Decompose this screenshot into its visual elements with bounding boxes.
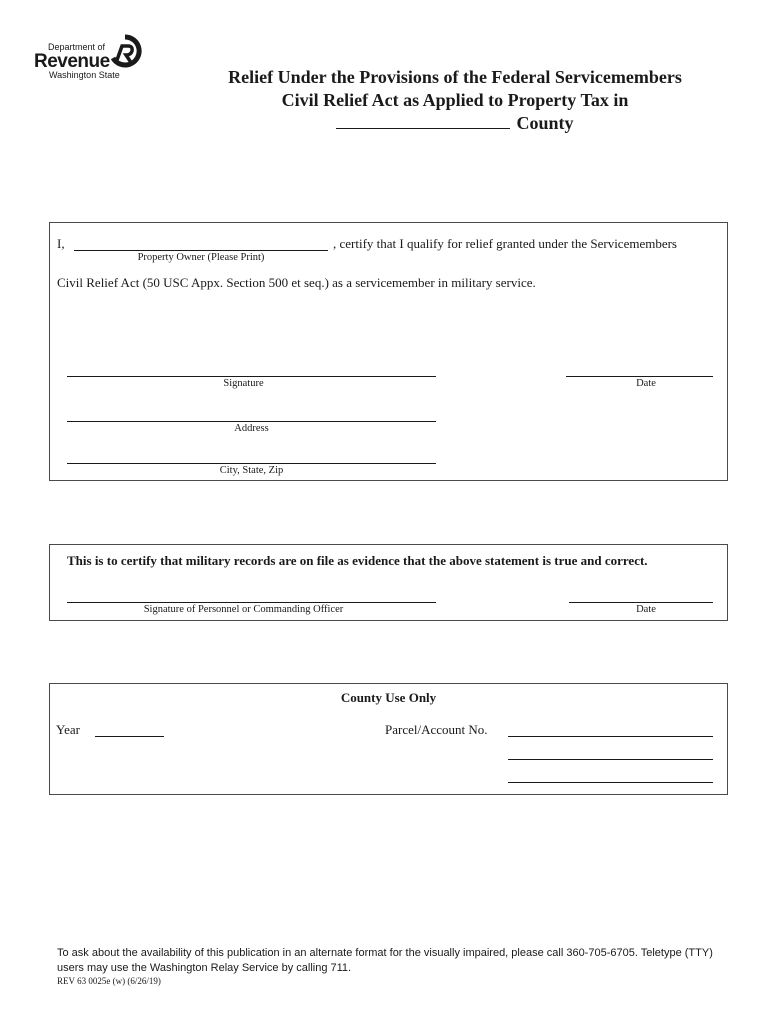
logo-state-text: Washington State	[49, 70, 120, 80]
military-statement: This is to certify that military records are on file as evidence that the above statement is true and correct.	[67, 553, 648, 568]
parcel-account-field-3[interactable]	[508, 782, 713, 783]
title-line-2: Civil Relief Act as Applied to Property Tax in	[281, 90, 629, 110]
property-owner-caption: Property Owner (Please Print)	[137, 252, 265, 263]
parcel-account-field-2[interactable]	[508, 759, 713, 760]
year-field[interactable]	[95, 736, 164, 737]
signature-caption: Signature	[223, 378, 264, 389]
officer-date-caption: Date	[636, 604, 656, 615]
officer-signature-caption: Signature of Personnel or Commanding Officer	[143, 604, 344, 615]
city-state-zip-caption: City, State, Zip	[219, 465, 284, 476]
signature-field[interactable]	[67, 376, 436, 377]
act-statement: Civil Relief Act (50 USC Appx. Section 500 et seq.) as a servicemember in military service.	[57, 275, 536, 290]
date-field[interactable]	[566, 376, 713, 377]
county-name-field[interactable]	[336, 112, 510, 129]
address-field[interactable]	[67, 421, 436, 422]
form-title	[150, 66, 760, 135]
property-owner-field[interactable]	[74, 250, 328, 251]
certification-prefix: I,	[57, 236, 65, 251]
address-caption: Address	[234, 423, 269, 434]
title-line-1: Relief Under the Provisions of the Federal Servicemembers	[228, 67, 682, 87]
form-number: REV 63 0025e (w) (6/26/19)	[57, 976, 161, 986]
date-caption: Date	[636, 378, 656, 389]
certify-statement: , certify that I qualify for relief granted under the Servicemembers	[333, 236, 677, 251]
parcel-account-label: Parcel/Account No.	[385, 722, 488, 737]
year-label: Year	[56, 722, 80, 737]
logo-department-text: Department of	[48, 42, 106, 52]
accessibility-notice: To ask about the availability of this publication in an alternate format for the visually impaired, please call 360-705-6705. Teletype (TTY) users may use the Washington Relay Service by calling 711.	[57, 947, 713, 974]
city-state-zip-field[interactable]	[67, 463, 436, 464]
title-line-3	[150, 112, 760, 135]
officer-date-field[interactable]	[569, 602, 713, 603]
county-label: County	[516, 113, 574, 133]
parcel-account-field-1[interactable]	[508, 736, 713, 737]
revenue-logo-mark-icon	[108, 34, 142, 68]
officer-signature-field[interactable]	[67, 602, 436, 603]
logo-revenue-text: Revenue	[34, 51, 110, 72]
department-of-revenue-logo	[34, 34, 144, 80]
county-use-heading: County Use Only	[340, 690, 437, 705]
